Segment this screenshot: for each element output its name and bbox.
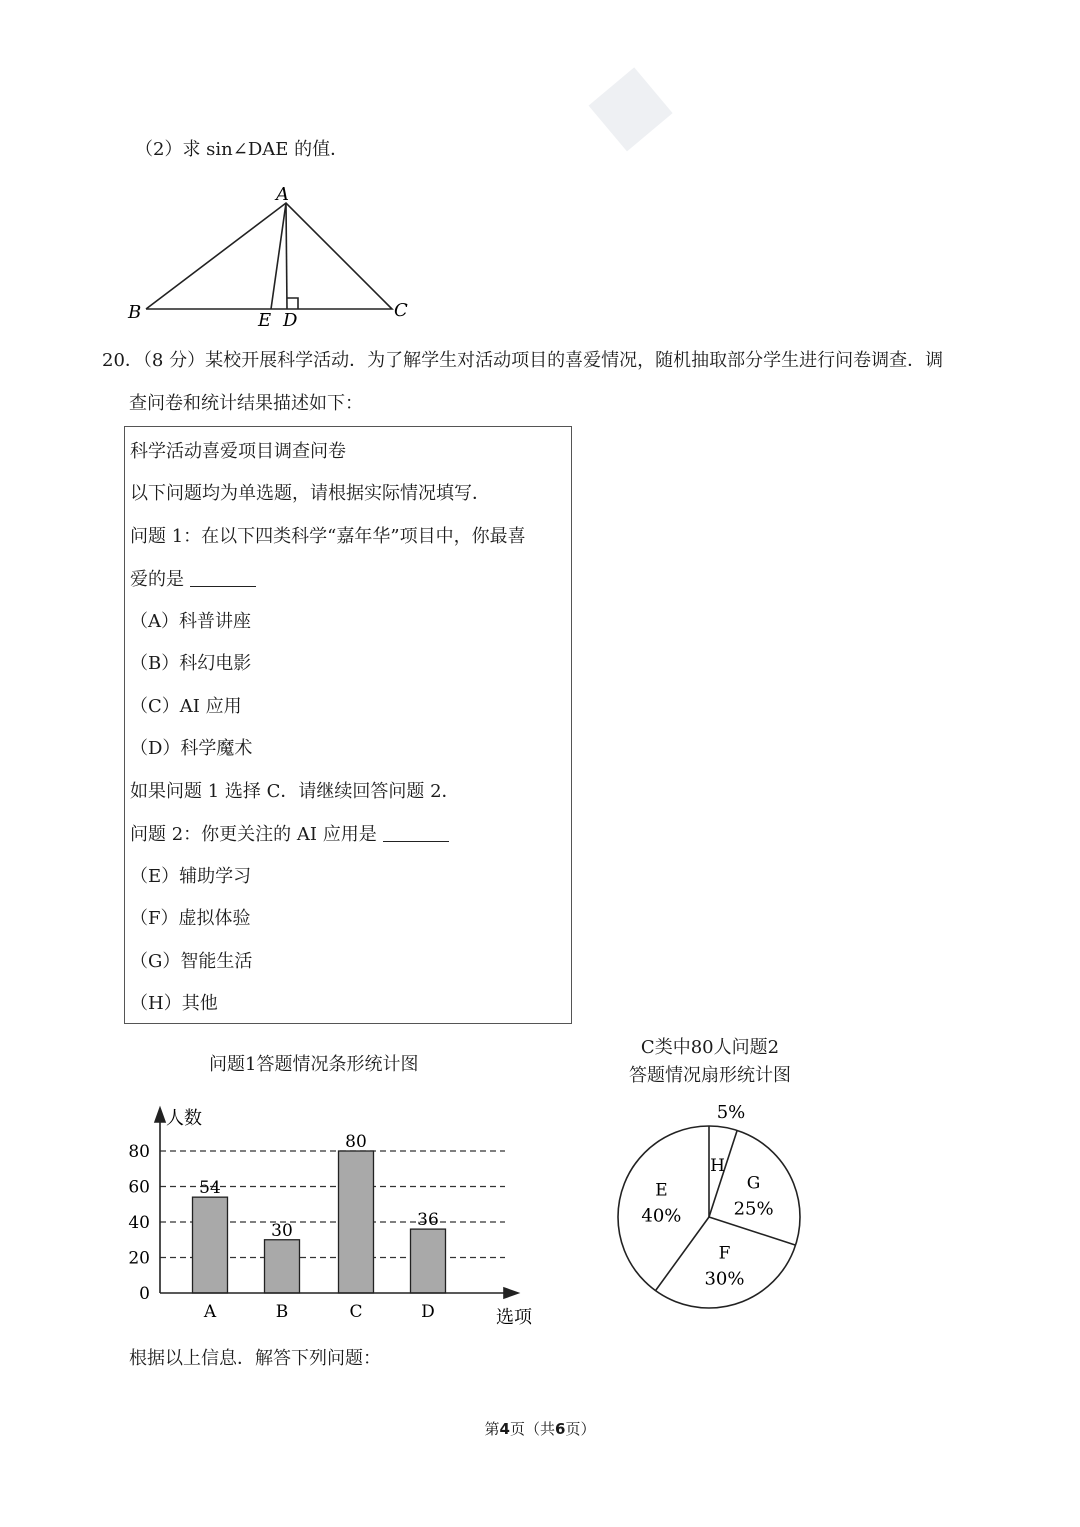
y-tick-label: 80 xyxy=(128,1142,150,1162)
pie-label-H: H xyxy=(710,1156,725,1177)
option-e: （E）辅助学习 xyxy=(130,866,252,887)
watermark: ■ xyxy=(569,46,685,164)
label-C: C xyxy=(394,300,408,321)
pie-chart xyxy=(600,1090,820,1315)
pie-percent-E: 40% xyxy=(641,1205,682,1227)
y-tick-label: 60 xyxy=(128,1177,150,1198)
x-tick-label-C: C xyxy=(349,1302,363,1322)
data-label-A: 54 xyxy=(199,1178,221,1199)
pie-percent-H: 5% xyxy=(716,1102,746,1123)
pie-label-E: E xyxy=(655,1180,668,1201)
answer-blank xyxy=(190,570,256,587)
q19-part2: （2）求 sin∠DAE 的值． xyxy=(135,139,349,160)
option-h: （H）其他 xyxy=(130,993,218,1014)
y-tick-label: 40 xyxy=(128,1213,150,1233)
q20-line1: 20．（8 分）某校开展科学活动．为了解学生对活动项目的喜爱情况，随机抽取部分学生进行问卷调查．调 xyxy=(102,350,944,371)
label-E: E xyxy=(258,310,272,330)
questionnaire-title: 科学活动喜爱项目调查问卷 xyxy=(130,441,346,462)
pie-chart-title-line1: C类中80人问题2 xyxy=(640,1037,780,1058)
y-axis-label: 人数 xyxy=(166,1108,202,1129)
pie-label-F: F xyxy=(718,1243,731,1264)
bar-D xyxy=(411,1229,446,1293)
bar-A xyxy=(193,1197,228,1293)
label-D: D xyxy=(283,310,298,330)
q20-line2: 查问卷和统计结果描述如下： xyxy=(129,393,363,414)
questionnaire-instruction: 以下问题均为单选题，请根据实际情况填写． xyxy=(130,483,490,504)
label-B: B xyxy=(128,302,142,323)
answer-blank xyxy=(383,825,449,842)
bar-chart-title: 问题1答题情况条形统计图 xyxy=(209,1054,419,1075)
x-tick-label-A: A xyxy=(203,1302,217,1322)
question1-line1: 问题 1：在以下四类科学“嘉年华”项目中，你最喜 xyxy=(130,526,526,547)
option-g: （G）智能生活 xyxy=(130,951,253,972)
questionnaire-box xyxy=(124,426,572,1024)
option-c: （C）AI 应用 xyxy=(130,696,242,717)
pie-label-G: G xyxy=(746,1173,761,1194)
data-label-D: 36 xyxy=(417,1210,439,1231)
pie-percent-F: 30% xyxy=(704,1268,745,1290)
x-tick-label-D: D xyxy=(421,1302,435,1322)
followup-instruction: 如果问题 1 选择 C．请继续回答问题 2． xyxy=(130,781,460,802)
y-tick-label: 20 xyxy=(128,1248,150,1269)
y-tick-label: 0 xyxy=(139,1284,150,1304)
bar-C xyxy=(339,1151,374,1293)
triangle-diagram xyxy=(120,180,420,330)
question2: 问题 2：你更关注的 AI 应用是 xyxy=(130,825,449,844)
data-label-B: 30 xyxy=(271,1220,293,1241)
bar-chart xyxy=(120,1100,550,1335)
bar-B xyxy=(265,1240,300,1293)
option-b: （B）科幻电影 xyxy=(130,653,252,674)
option-a: （A）科普讲座 xyxy=(130,611,251,632)
page-footer: 第4页（共6页） xyxy=(484,1420,596,1438)
label-A: A xyxy=(276,184,289,205)
closing-text: 根据以上信息．解答下列问题： xyxy=(129,1348,381,1369)
y-axis-arrow xyxy=(155,1108,165,1122)
question1-line2: 爱的是 xyxy=(130,570,256,589)
pie-percent-G: 25% xyxy=(733,1198,774,1220)
data-label-C: 80 xyxy=(345,1132,367,1152)
option-d: （D）科学魔术 xyxy=(130,738,253,759)
pie-chart-title-line2: 答题情况扇形统计图 xyxy=(629,1065,791,1086)
x-tick-label-B: B xyxy=(275,1302,289,1322)
option-f: （F）虚拟体验 xyxy=(130,908,251,929)
x-axis-arrow xyxy=(504,1288,518,1298)
x-axis-label: 选项 xyxy=(496,1307,532,1328)
